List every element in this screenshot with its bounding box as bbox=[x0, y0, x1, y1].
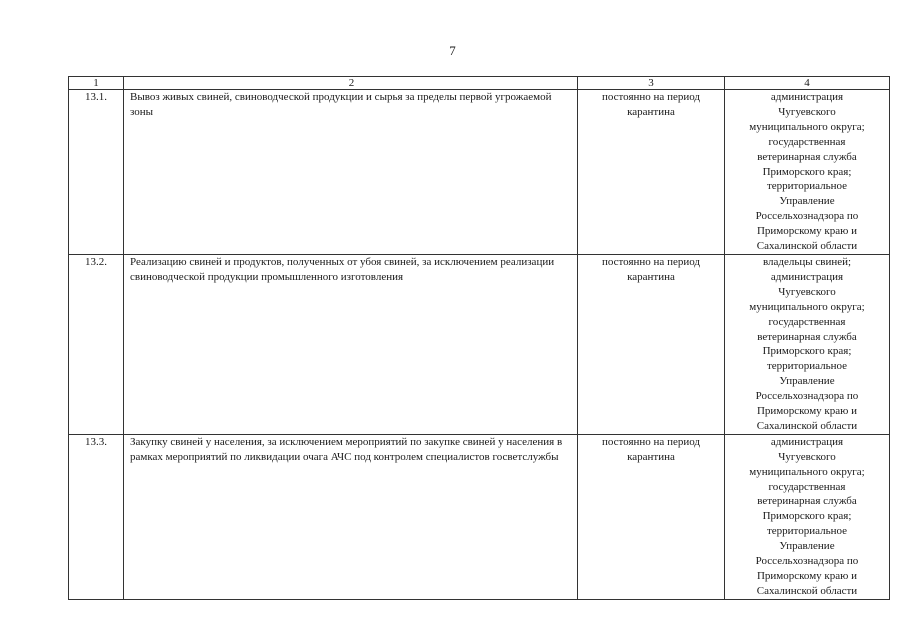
responsible-line: Чугуевского bbox=[778, 285, 836, 298]
responsible-line: муниципального округа; bbox=[749, 465, 865, 478]
responsible-line: Приморскому краю и bbox=[756, 570, 858, 582]
responsible-line: Сахалинской области bbox=[756, 240, 858, 253]
responsible-line: Управление bbox=[779, 540, 835, 553]
responsible-line: территориальное bbox=[766, 180, 847, 193]
row-term: постоянно на период карантина bbox=[578, 434, 725, 599]
page-number: 7 bbox=[449, 43, 456, 58]
responsible-line: ветеринарная служба bbox=[757, 495, 857, 508]
responsible-line: территориальное bbox=[766, 525, 847, 538]
responsible-line: Управление bbox=[779, 195, 835, 208]
row-description: Вывоз живых свиней, свиноводческой продукции и сырья за пределы первой угрожаемой зоны bbox=[124, 90, 578, 255]
responsible-line: территориальное bbox=[766, 360, 847, 373]
responsible-line: Чугуевского bbox=[778, 105, 836, 118]
table-row bbox=[69, 254, 890, 434]
responsible-line: Чугуевского bbox=[778, 450, 836, 463]
responsible-line: Приморского края; bbox=[762, 165, 852, 178]
responsible-line: Сахалинской области bbox=[756, 584, 858, 597]
header-col-1: 1 bbox=[69, 77, 124, 90]
responsible-line: Приморскому краю и bbox=[756, 225, 858, 238]
row-number: 13.2. bbox=[69, 254, 124, 434]
responsible-line: Управление bbox=[779, 375, 835, 388]
row-description: Реализацию свиней и продуктов, полученных от убоя свиней, за исключением реализации свиноводческой продукции промышленного изготовления bbox=[124, 254, 578, 434]
header-col-4: 4 bbox=[725, 77, 890, 90]
responsible-line: администрация bbox=[770, 270, 844, 283]
responsible-line: Приморского края; bbox=[762, 345, 852, 358]
responsible-line: Приморскому краю и bbox=[756, 405, 858, 418]
table-row bbox=[69, 90, 890, 255]
responsible-line: Сахалинской области bbox=[756, 419, 858, 432]
responsible-line: муниципального округа; bbox=[749, 300, 865, 313]
responsible-line: Россельхознадзора по bbox=[755, 555, 859, 568]
row-responsible bbox=[725, 434, 890, 599]
responsible-line: Приморского края; bbox=[762, 510, 852, 523]
header-col-2: 2 bbox=[124, 77, 578, 90]
row-term: постоянно на период карантина bbox=[578, 90, 725, 255]
row-number: 13.3. bbox=[69, 434, 124, 599]
responsible-line: администрация bbox=[770, 91, 844, 103]
table-row bbox=[69, 434, 890, 599]
header-col-3: 3 bbox=[578, 77, 725, 90]
responsible-line: Россельхознадзора по bbox=[755, 390, 859, 403]
responsible-line: владельцы свиней; bbox=[762, 255, 852, 268]
responsible-line: государственная bbox=[768, 135, 846, 148]
table-header-row bbox=[69, 77, 890, 90]
responsible-line: государственная bbox=[768, 480, 846, 493]
row-responsible bbox=[725, 90, 890, 255]
responsible-line: государственная bbox=[768, 315, 846, 328]
responsible-line: Россельхознадзора по bbox=[755, 210, 859, 223]
responsible-line: муниципального округа; bbox=[749, 120, 865, 133]
row-number: 13.1. bbox=[69, 90, 124, 255]
measures-table bbox=[68, 76, 890, 600]
row-term: постоянно на период карантина bbox=[578, 254, 725, 434]
responsible-line: ветеринарная служба bbox=[757, 150, 857, 163]
responsible-line: ветеринарная служба bbox=[757, 330, 857, 343]
responsible-line: администрация bbox=[770, 435, 844, 448]
row-description: Закупку свиней у населения, за исключением мероприятий по закупке свиней у населения в рамках мероприятий по ликвидации очага АЧС под контролем специалистов госветслужбы bbox=[124, 434, 578, 599]
row-responsible bbox=[725, 254, 890, 434]
